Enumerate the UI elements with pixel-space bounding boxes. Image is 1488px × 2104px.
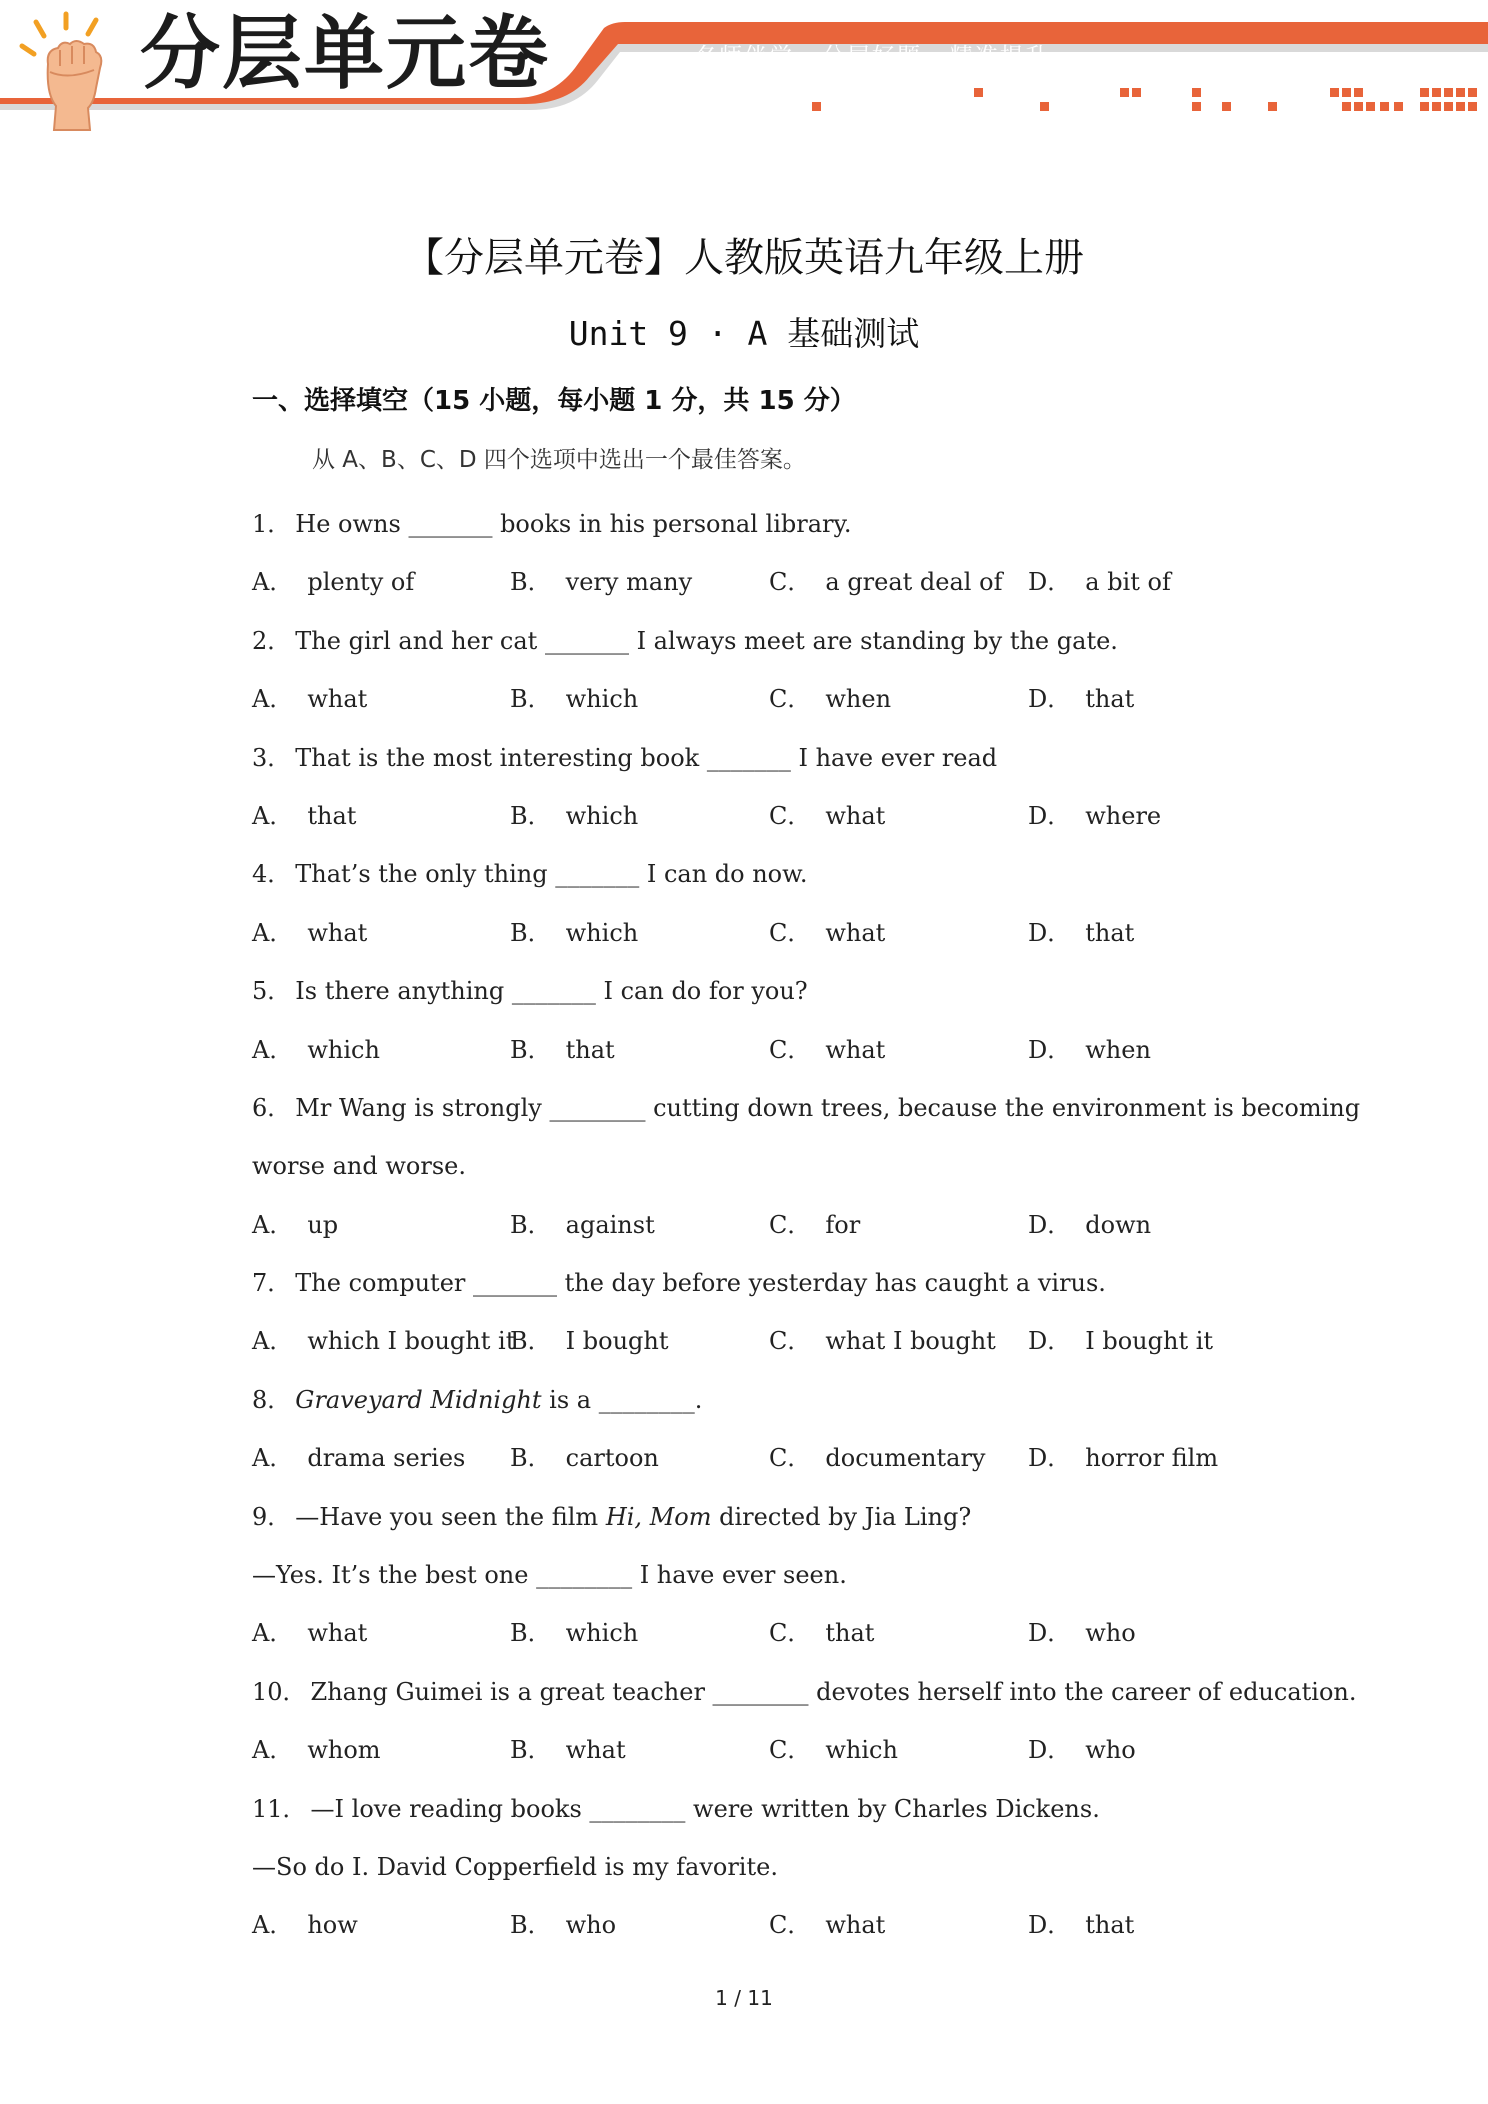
question-5 — [252, 962, 1252, 1020]
question-2-options — [252, 670, 1252, 728]
question-text: Zhang Guimei is a great teacher ________ devotes herself into the career of education. — [310, 1677, 1357, 1706]
option-a: A． whom — [252, 1736, 381, 1765]
option-b: B． which — [510, 685, 639, 714]
option-c: C． what I bought — [769, 1327, 996, 1356]
option-a: A． which — [252, 1035, 380, 1064]
section-instructions: 从 A、B、C、D 四个选项中选出一个最佳答案。 — [312, 447, 806, 473]
question-number: 1． — [252, 510, 292, 538]
question-2 — [252, 612, 1252, 670]
question-text: The computer _______ the day before yesterday has caught a virus. — [295, 1269, 1106, 1298]
question-11-options — [252, 1896, 1252, 1954]
question-text: Mr Wang is strongly ________ cutting down trees, because the environment is becoming — [295, 1093, 1361, 1122]
question-10 — [252, 1663, 1357, 1721]
option-c: C． when — [769, 685, 892, 714]
raised-fist-icon — [8, 6, 136, 134]
question-number: 10． — [252, 1677, 307, 1706]
question-9-reply: —Yes. It’s the best one ________ I have ever seen. — [252, 1561, 847, 1590]
option-b: B． which — [510, 918, 639, 947]
question-text: That is the most interesting book _______ I have ever read — [295, 743, 998, 772]
option-a: A． drama series — [252, 1444, 466, 1473]
question-6-options — [252, 1196, 1252, 1254]
question-number: 2． — [252, 626, 292, 655]
option-d: D． where — [1028, 801, 1162, 830]
option-a: A． what — [252, 685, 368, 714]
option-c: C． that — [769, 1619, 875, 1648]
question-text: Is there anything _______ I can do for you? — [295, 977, 808, 1006]
question-4 — [252, 845, 1252, 903]
page-number: 1 / 11 — [715, 1986, 773, 2010]
option-d: D． that — [1028, 685, 1135, 714]
option-c: C． what — [769, 1035, 886, 1064]
question-1 — [252, 495, 1252, 553]
question-7 — [252, 1254, 1252, 1312]
question-6 — [252, 1079, 1361, 1137]
header-slogan: 名师伴学 分层好题 精准提升 — [694, 44, 1050, 70]
question-text: He owns _______ books in his personal library. — [295, 510, 852, 538]
option-d: D． who — [1028, 1736, 1136, 1765]
film-title: Hi, Mom — [605, 1502, 712, 1531]
question-number: 8． — [252, 1385, 292, 1414]
option-c: C． what — [769, 918, 886, 947]
question-number: 9． — [252, 1502, 292, 1531]
question-10-options — [252, 1721, 1252, 1779]
option-d: D． who — [1028, 1619, 1136, 1648]
question-7-options — [252, 1312, 1252, 1370]
option-b: B． that — [510, 1035, 615, 1064]
question-8 — [252, 1371, 1252, 1429]
option-a: A． what — [252, 1619, 368, 1648]
question-text-end: directed by Jia Ling? — [711, 1502, 972, 1531]
option-c: C． what — [769, 801, 886, 830]
option-a: A． plenty of — [252, 568, 415, 597]
question-number: 6． — [252, 1093, 292, 1122]
option-c: C． a great deal of — [769, 568, 1003, 597]
question-list — [252, 495, 1361, 1955]
question-3 — [252, 729, 1252, 787]
question-number: 5． — [252, 977, 292, 1006]
question-text: That’s the only thing _______ I can do now. — [295, 860, 808, 889]
option-c: C． what — [769, 1911, 886, 1940]
question-text: is a ________. — [541, 1385, 703, 1414]
option-a: A． that — [252, 801, 357, 830]
option-a: A． up — [252, 1210, 339, 1239]
question-text: —I love reading books ________ were written by Charles Dickens. — [310, 1794, 1100, 1823]
option-b: B． I bought — [510, 1327, 669, 1356]
option-b: B． what — [510, 1736, 626, 1765]
question-number: 3． — [252, 743, 292, 772]
option-d: D． when — [1028, 1035, 1151, 1064]
question-3-options — [252, 787, 1252, 845]
option-b: B． very many — [510, 568, 693, 597]
question-8-options — [252, 1429, 1252, 1487]
option-b: B． cartoon — [510, 1444, 659, 1473]
question-text: The girl and her cat _______ I always meet are standing by the gate. — [295, 626, 1118, 655]
question-1-options — [252, 553, 1252, 611]
option-d: D． that — [1028, 1911, 1135, 1940]
option-d: D． I bought it — [1028, 1327, 1214, 1356]
option-b: B． who — [510, 1911, 617, 1940]
option-b: B． which — [510, 801, 639, 830]
question-number: 11． — [252, 1794, 307, 1823]
brand-logo-text: 分层单元卷 — [140, 7, 550, 100]
question-6-continued: worse and worse. — [252, 1152, 466, 1181]
option-d: D． horror film — [1028, 1444, 1219, 1473]
question-number: 4． — [252, 860, 292, 889]
question-4-options — [252, 904, 1252, 962]
question-text: —Have you seen the film — [295, 1502, 606, 1531]
document-subtitle: Unit 9 · A 基础测试 — [568, 314, 920, 353]
page-header — [0, 0, 1488, 130]
option-a: A． which I bought it — [252, 1327, 516, 1356]
option-c: C． documentary — [769, 1444, 986, 1473]
question-9 — [252, 1488, 1252, 1546]
option-b: B． which — [510, 1619, 639, 1648]
option-d: D． that — [1028, 918, 1135, 947]
film-title: Graveyard Midnight — [295, 1385, 542, 1414]
question-11 — [252, 1780, 1252, 1838]
question-11-reply: —So do I. David Copperfield is my favorite. — [252, 1852, 778, 1881]
question-5-options — [252, 1021, 1252, 1079]
option-c: C． for — [769, 1210, 861, 1239]
question-9-options — [252, 1604, 1252, 1662]
section-heading: 一、选择填空（15 小题，每小题 1 分，共 15 分） — [252, 386, 856, 416]
document-title: 【分层单元卷】人教版英语九年级上册 — [404, 235, 1084, 281]
option-d: D． a bit of — [1028, 568, 1171, 597]
option-b: B． against — [510, 1210, 655, 1239]
question-number: 7． — [252, 1269, 292, 1298]
option-c: C． which — [769, 1736, 898, 1765]
option-d: D． down — [1028, 1210, 1152, 1239]
option-a: A． what — [252, 918, 368, 947]
option-a: A． how — [252, 1911, 358, 1940]
